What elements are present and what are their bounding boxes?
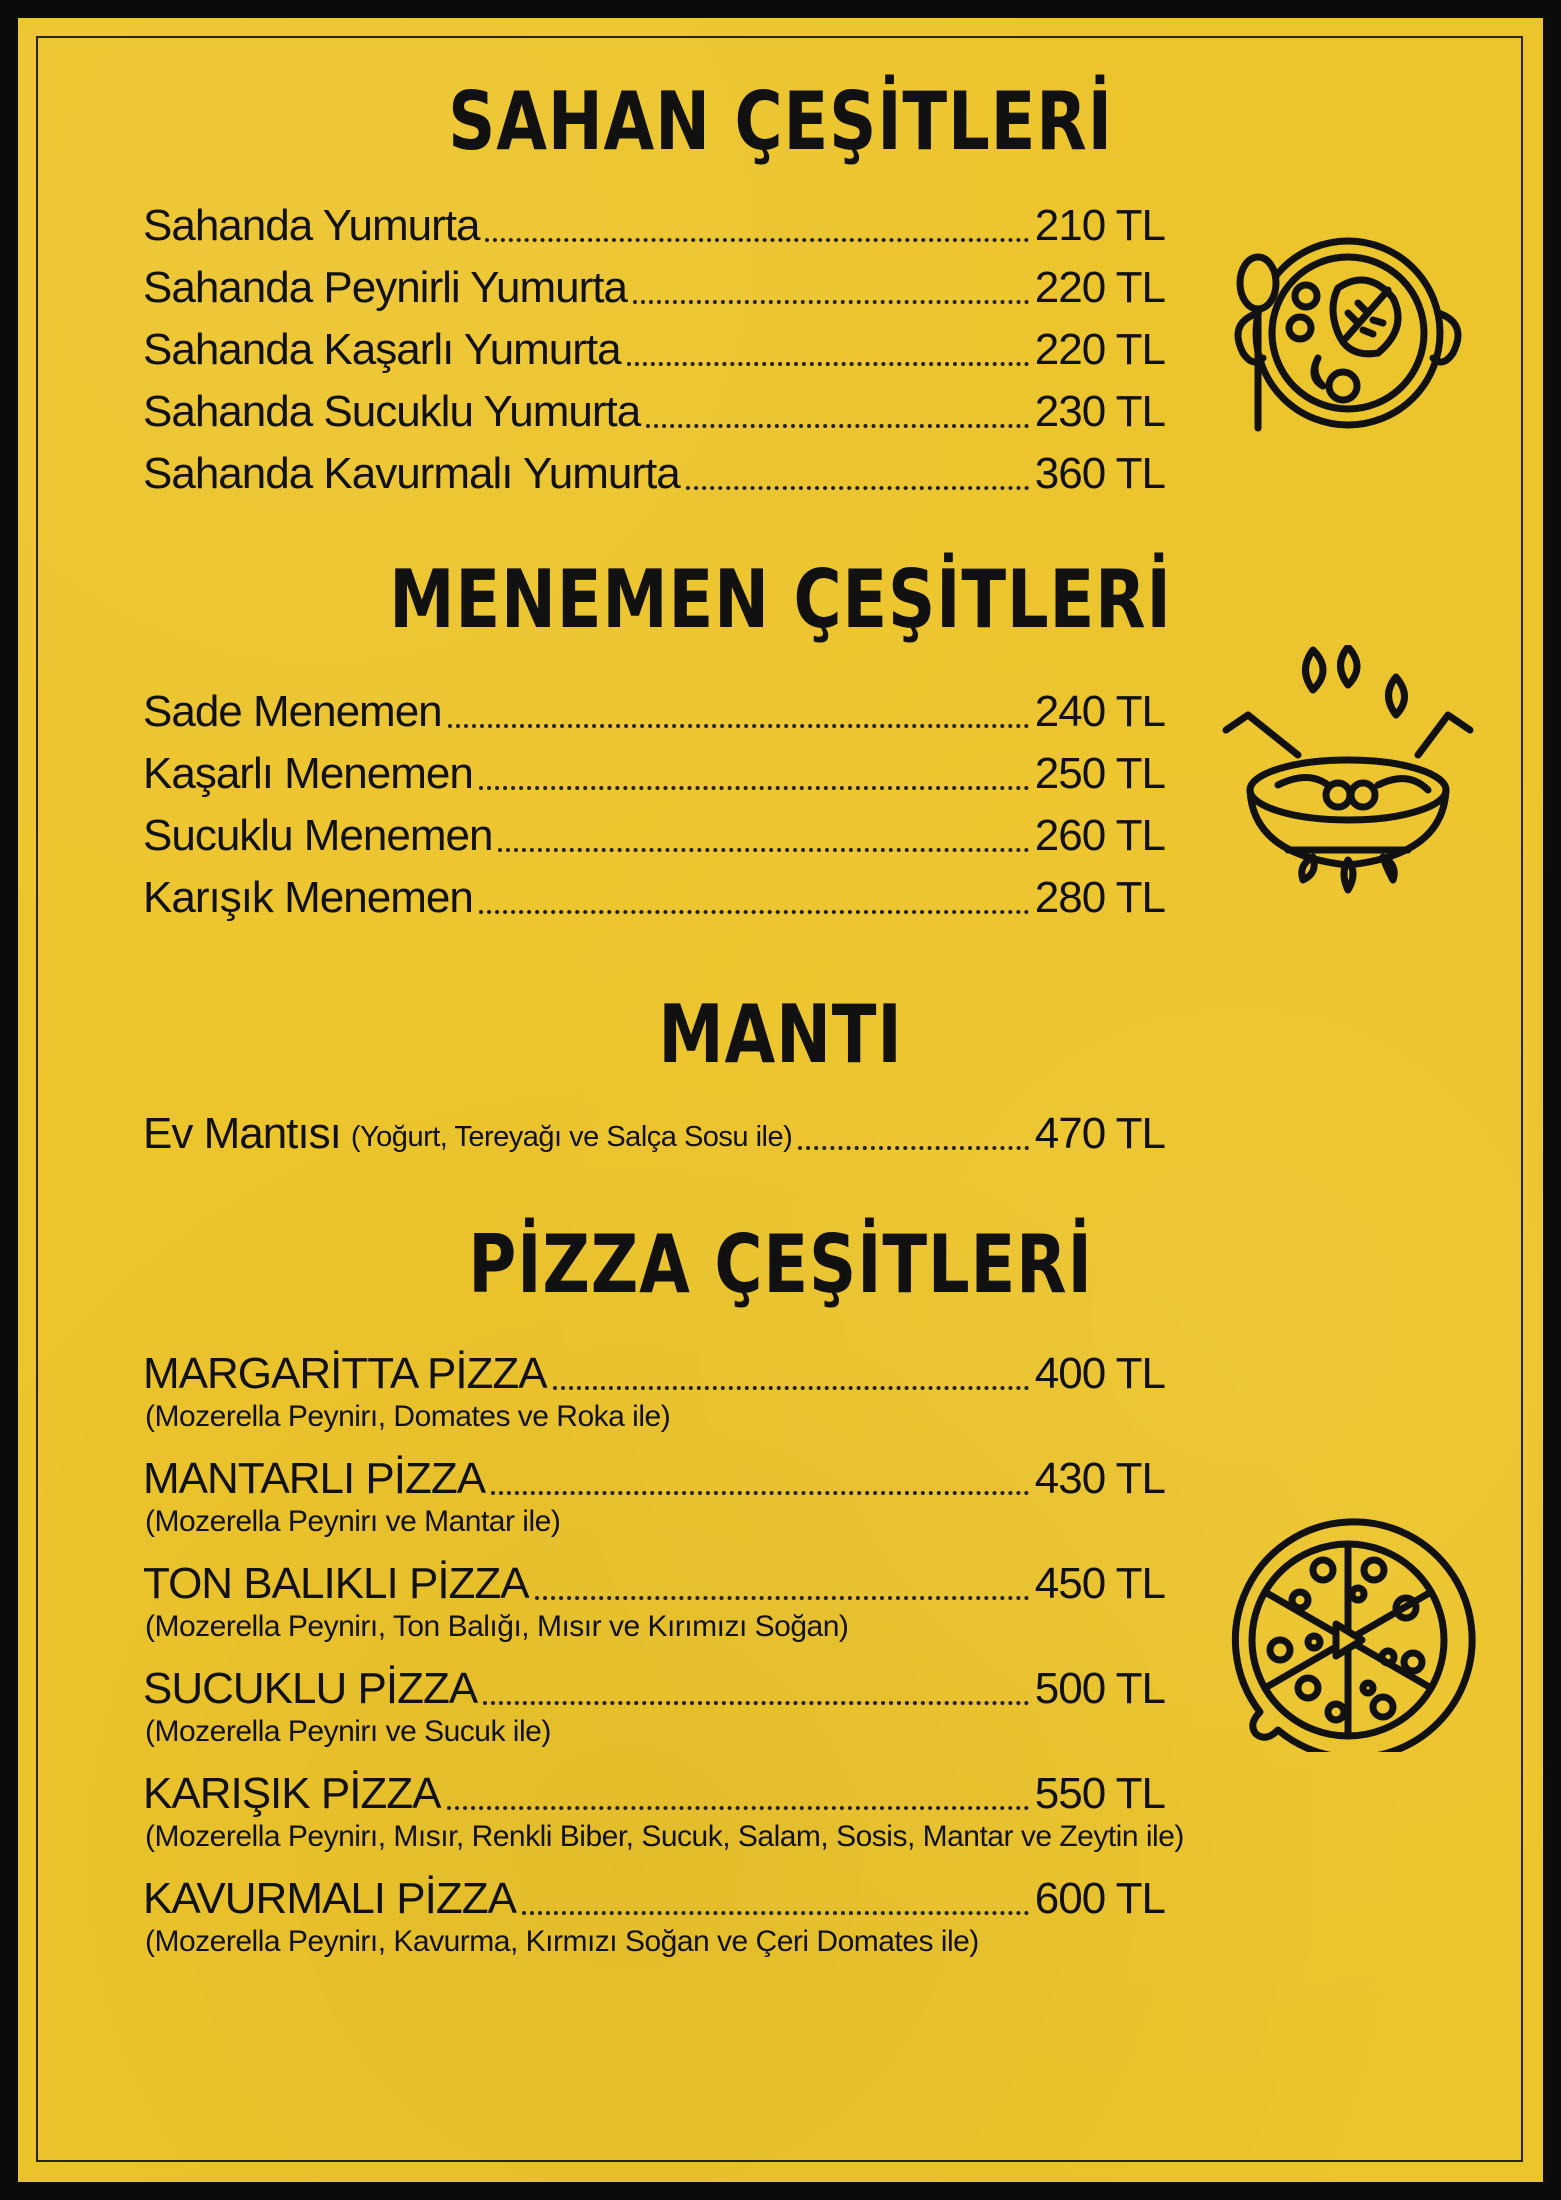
item-price: 470 TL (1034, 1109, 1165, 1158)
menu-item (143, 254, 1165, 310)
item-price: 210 TL (1034, 201, 1165, 250)
item-price: 400 TL (1034, 1349, 1165, 1398)
dot-leader (627, 362, 1029, 366)
dot-leader (485, 238, 1028, 242)
dot-leader (483, 1701, 1029, 1705)
dot-leader (646, 424, 1029, 428)
dot-leader (633, 300, 1029, 304)
item-price: 280 TL (1034, 873, 1165, 922)
section-title-pizza: PİZZA ÇEŞİTLERİ (468, 1218, 1093, 1311)
item-description: (Mozerella Peynirı ve Mantar ile) (145, 1505, 561, 1538)
item-name: Karışık Menemen (143, 873, 473, 922)
item-name: Sahanda Peynirli Yumurta (143, 263, 627, 312)
section-title-manti: MANTI (658, 988, 903, 1081)
menu-item (143, 740, 1165, 796)
menu-item (143, 678, 1165, 734)
menu-item (143, 1760, 1165, 1816)
item-price: 220 TL (1034, 325, 1165, 374)
egg-pan-icon (1218, 228, 1478, 438)
menu-item (143, 316, 1165, 372)
menu-item (143, 864, 1165, 920)
item-description: (Mozerella Peynirı, Domates ve Roka ile) (145, 1400, 671, 1433)
item-name: Sucuklu Menemen (143, 811, 493, 860)
item-price: 450 TL (1034, 1559, 1165, 1608)
item-name: Ev Mantısı (143, 1109, 341, 1158)
menu-item (143, 1340, 1165, 1396)
item-description: (Mozerella Peynirı, Mısır, Renkli Biber, Sucuk, Salam, Sosis, Mantar ve Zeytin ile) (145, 1820, 1184, 1853)
dot-leader (798, 1146, 1029, 1150)
dot-leader (686, 486, 1029, 490)
item-name: SUCUKLU PİZZA (143, 1664, 478, 1713)
item-description: (Mozerella Peynirı, Kavurma, Kırmızı Soğan ve Çeri Domates ile) (145, 1925, 979, 1958)
menu-item (143, 192, 1165, 248)
dot-leader (479, 910, 1029, 914)
item-note: (Yoğurt, Tereyağı ve Salça Sosu ile) (350, 1121, 793, 1153)
item-name: Sahanda Kaşarlı Yumurta (143, 325, 621, 374)
section-title-sahan: SAHAN ÇEŞİTLERİ (448, 75, 1113, 168)
item-price: 360 TL (1034, 449, 1165, 498)
menu-item (143, 1550, 1165, 1606)
dot-leader (553, 1386, 1029, 1390)
item-price: 600 TL (1034, 1874, 1165, 1923)
item-price: 240 TL (1034, 687, 1165, 736)
item-name: Kaşarlı Menemen (143, 749, 473, 798)
dot-leader (448, 724, 1029, 728)
item-price: 220 TL (1034, 263, 1165, 312)
item-name: Sahanda Kavurmalı Yumurta (143, 449, 680, 498)
item-name: MARGARİTTA PİZZA (143, 1349, 547, 1398)
item-name: TON BALIKLI PİZZA (143, 1559, 529, 1608)
item-name: MANTARLI PİZZA (143, 1454, 486, 1503)
item-name: Sahanda Sucuklu Yumurta (143, 387, 641, 436)
item-name: KARIŞIK PİZZA (143, 1769, 441, 1818)
dot-leader (479, 786, 1029, 790)
dot-leader (535, 1596, 1029, 1600)
item-price: 500 TL (1034, 1664, 1165, 1713)
menu-item (143, 1445, 1165, 1501)
menu-item (143, 440, 1165, 496)
menu-item (143, 1655, 1165, 1711)
item-price: 250 TL (1034, 749, 1165, 798)
item-description: (Mozerella Peynirı, Ton Balığı, Mısır ve Kırımızı Soğan) (145, 1610, 849, 1643)
item-name: KAVURMALI PİZZA (143, 1874, 516, 1923)
item-price: 230 TL (1034, 387, 1165, 436)
menu-item (143, 802, 1165, 858)
item-price: 260 TL (1034, 811, 1165, 860)
dot-leader (498, 848, 1028, 852)
dot-leader (491, 1491, 1029, 1495)
item-name: Sade Menemen (143, 687, 442, 736)
pizza-icon (1218, 1512, 1478, 1752)
item-price: 550 TL (1034, 1769, 1165, 1818)
item-price: 430 TL (1034, 1454, 1165, 1503)
dot-leader (522, 1911, 1029, 1915)
item-description: (Mozerella Peynirı ve Sucuk ile) (145, 1715, 551, 1748)
menu-item (143, 1100, 1165, 1156)
menu-item (143, 378, 1165, 434)
menu-item (143, 1865, 1165, 1921)
item-name: Sahanda Yumurta (143, 201, 480, 250)
section-title-menemen: MENEMEN ÇEŞİTLERİ (389, 553, 1172, 646)
cooking-pot-icon (1218, 645, 1478, 905)
dot-leader (447, 1806, 1029, 1810)
